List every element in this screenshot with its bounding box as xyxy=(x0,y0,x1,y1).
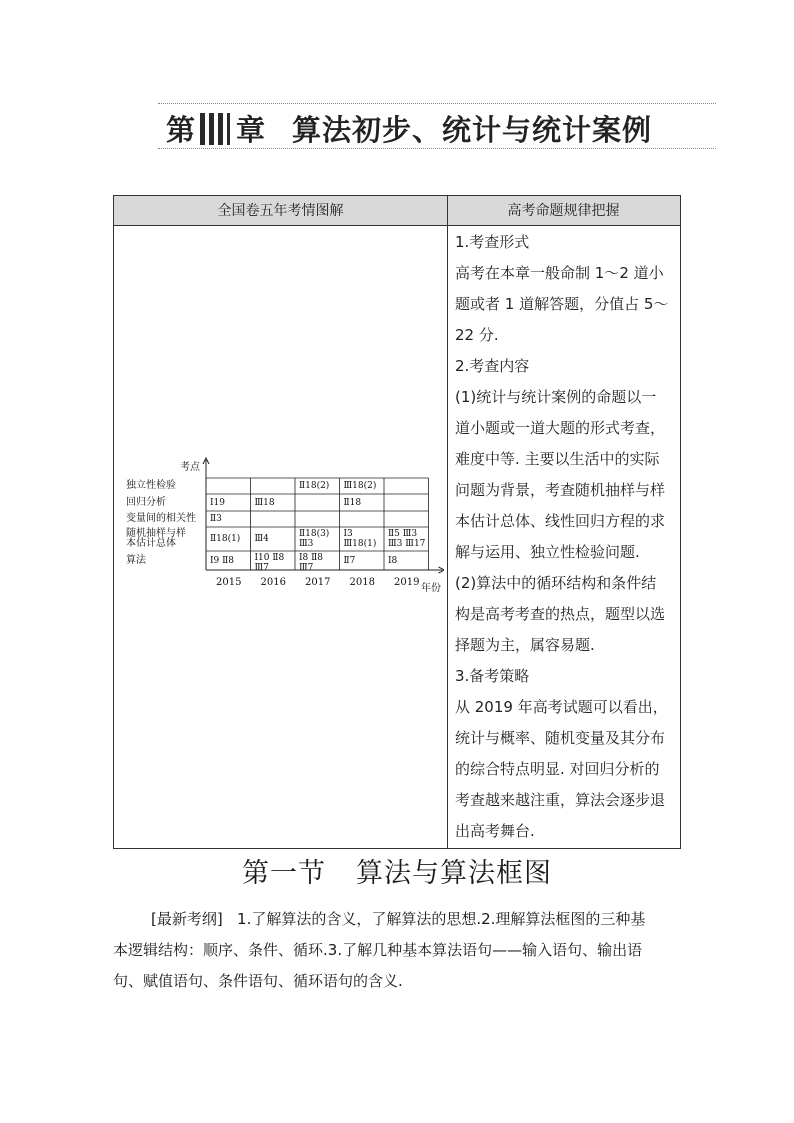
rules-line: 2.考查内容 xyxy=(455,357,530,375)
x-tick-label: 2015 xyxy=(216,577,242,588)
table-header-left: 全国卷五年考情图解 xyxy=(217,203,344,219)
x-tick-label: 2017 xyxy=(305,577,331,588)
x-tick-label: 2018 xyxy=(349,577,375,588)
chart-cell: Ⅲ4 xyxy=(254,534,269,544)
section-name: 算法与算法框图 xyxy=(356,858,552,889)
section-number: 第一节 xyxy=(242,858,326,889)
chapter-title xyxy=(166,108,652,149)
rules-line: 出高考舞台. xyxy=(455,822,535,840)
row-label: 算法 xyxy=(126,554,146,566)
rules-line: 本估计总体、线性回归方程的求 xyxy=(455,512,666,530)
rules-line: 的综合特点明显. 对回归分析的 xyxy=(455,760,660,778)
rules-line: 高考在本章一般命制 1～2 道小 xyxy=(455,264,664,282)
chart-cell: Ⅰ19 xyxy=(210,497,226,508)
row-label: 独立性检验 xyxy=(126,480,176,491)
rules-line: 解与运用、独立性检验问题. xyxy=(455,543,640,561)
table-header-right: 高考命题规律把握 xyxy=(507,203,620,219)
chart-cell: Ⅰ9 Ⅱ8 xyxy=(210,555,234,566)
y-axis-label: 考点 xyxy=(180,462,200,473)
chart-cell: Ⅱ18(3) Ⅲ3 xyxy=(299,529,330,549)
chart-cell: Ⅰ10 Ⅱ8 Ⅲ7 xyxy=(254,553,285,573)
chart-cell: Ⅰ8 Ⅱ8 Ⅲ7 xyxy=(299,553,323,573)
rules-line: 道小题或一道大题的形式考查， xyxy=(455,419,666,437)
syllabus-paragraph xyxy=(113,904,681,997)
x-axis-label: 年份 xyxy=(421,583,441,594)
chart-cell: Ⅲ18(2) xyxy=(343,481,377,491)
x-tick-label: 2016 xyxy=(260,577,286,588)
x-tick-label: 2019 xyxy=(394,577,420,588)
chart-cell: Ⅱ18(1) xyxy=(210,534,241,544)
rules-line: (1)统计与统计案例的命题以一 xyxy=(455,388,657,406)
chart-cell: Ⅱ18(2) xyxy=(299,481,330,491)
syllabus-line-2: 本逻辑结构：顺序、条件、循环.3.了解几种基本算法语句——输入语句、输出语 xyxy=(113,941,643,959)
rules-line: 22 分. xyxy=(455,326,499,344)
rules-line: 题或者 1 道解答题，分值占 5～ xyxy=(455,295,669,313)
rules-line: 问题为背景，考查随机抽样与样 xyxy=(455,481,666,499)
row-label: 变量间的相关性 xyxy=(126,513,196,524)
chart-cell: Ⅱ3 xyxy=(210,514,222,524)
rules-line: (2)算法中的循环结构和条件结 xyxy=(455,574,657,592)
rules-line: 难度中等. 主要以生活中的实际 xyxy=(455,450,660,468)
syllabus-tag: [最新考纲] xyxy=(151,910,223,928)
chapter-prefix: 第 xyxy=(166,113,197,147)
chapter-name: 算法初步、统计与统计案例 xyxy=(292,113,653,147)
chart-cell: Ⅱ18 xyxy=(343,497,362,508)
overview-table xyxy=(113,195,681,849)
chart-cell: Ⅰ8 xyxy=(388,555,398,566)
chart-cell: Ⅱ7 xyxy=(343,555,356,566)
exam-rules-text xyxy=(455,227,679,847)
chart-cell: Ⅲ18 xyxy=(254,497,275,508)
rules-line: 统计与概率、随机变量及其分布 xyxy=(455,729,666,747)
table-column-divider xyxy=(447,196,448,848)
row-label: 随机抽样与样 本估计总体 xyxy=(126,528,186,549)
row-label: 回归分析 xyxy=(126,496,166,508)
chart-grid xyxy=(122,454,444,594)
chart-cell: Ⅰ3 Ⅲ18(1) xyxy=(343,529,377,549)
syllabus-line-1: 1.了解算法的含义，了解算法的思想.2.理解算法框图的三种基 xyxy=(237,910,646,928)
section-title xyxy=(0,851,794,890)
chapter-suffix: 章 xyxy=(236,113,267,147)
syllabus-line-3: 句、赋值语句、条件语句、循环语句的含义. xyxy=(113,972,403,990)
rules-line: 3.备考策略 xyxy=(455,667,530,685)
rules-line: 构是高考考查的热点，题型以选 xyxy=(455,605,666,623)
rules-line: 1.考查形式 xyxy=(455,233,530,251)
rules-line: 从 2019 年高考试题可以看出， xyxy=(455,698,668,716)
exam-distribution-chart xyxy=(122,454,444,594)
rules-line: 考查越来越注重，算法会逐步退 xyxy=(455,791,666,809)
rules-line: 择题为主，属容易题. xyxy=(455,636,595,654)
table-header-row xyxy=(114,196,680,226)
chart-cell: Ⅱ5 Ⅲ3 Ⅲ3 Ⅲ17 xyxy=(388,529,426,549)
chapter-number-glyph xyxy=(196,113,236,145)
